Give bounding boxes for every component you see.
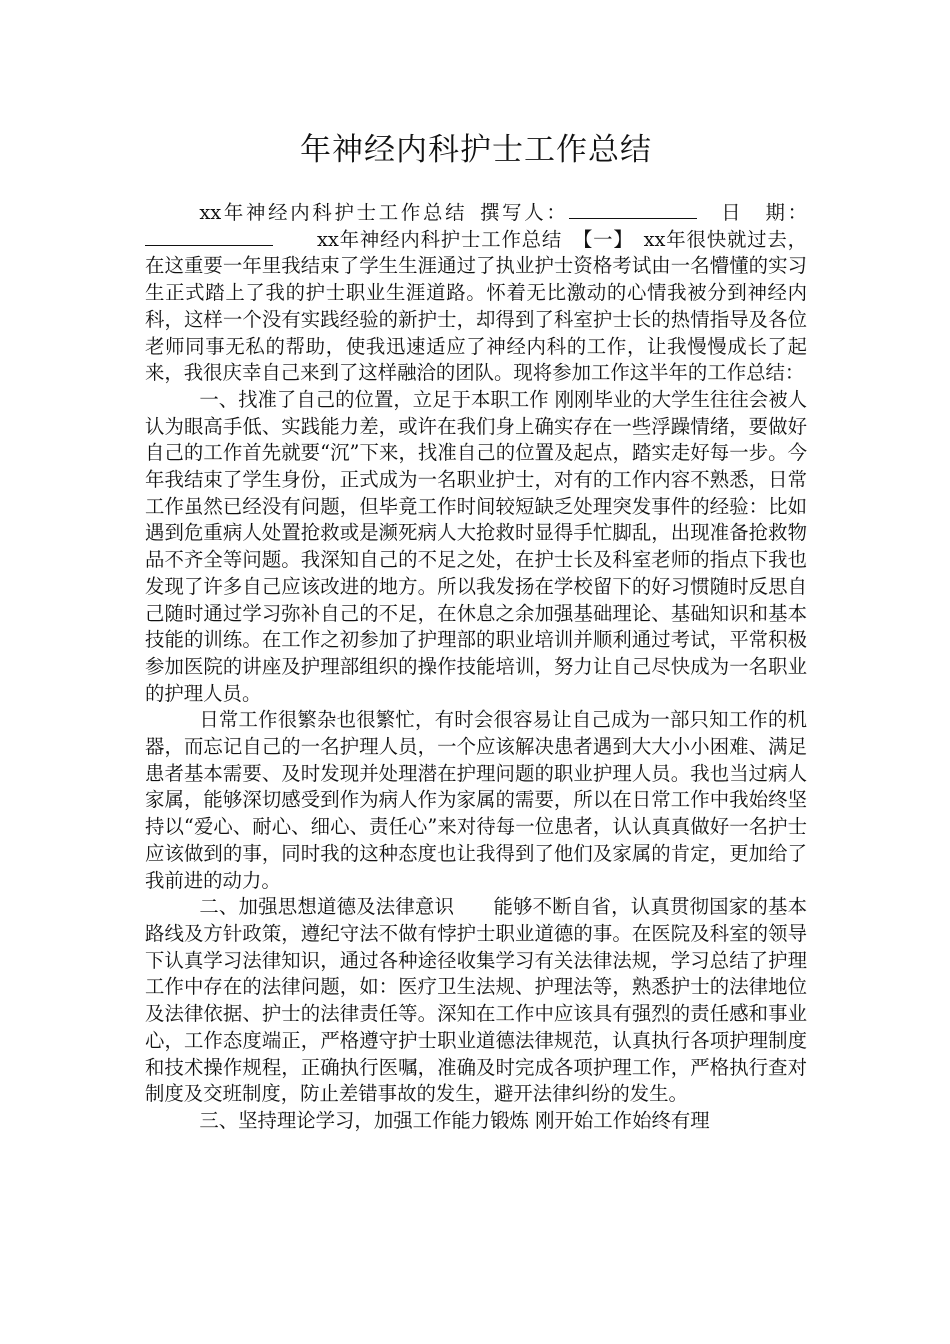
section-tag: 【一】 [572,227,634,251]
header-paragraph [145,200,807,387]
date-blank [145,227,273,246]
doc-name: xx年神经内科护士工作总结 [199,201,468,224]
author-label: 撰写人： [477,201,569,224]
paragraph-1: 一、找准了自己的位置，立足于本职工作 刚刚毕业的大学生往往会被人认为眼高手低、实践能力差，或许在我们身上确实存在一些浮躁情绪，要做好自己的工作首先就要“沉”下来，找准自己的位置及起点，踏实走好每一步。今年我结束了学生身份，正式成为一名职业护士，对有的工作内容不熟悉，日常工作虽然已经没有问题，但毕竟工作时间较短缺乏处理突发事件的经验：比如遇到危重病人处置抢救或是濒死病人大抢救时显得手忙脚乱，出现准备抢救物品不齐全等问题。我深知自己的不足之处，在护士长及科室老师的指点下我也发现了许多自己应该改进的地方。所以我发扬在学校留下的好习惯随时反思自己随时通过学习弥补自己的不足，在休息之余加强基础理论、基础知识和基本技能的训练。在工作之初参加了护理部的职业培训并顺利通过考试，平常积极参加医院的讲座及护理部组织的操作技能培训，努力让自己尽快成为一名职业的护理人员。 [145,387,807,705]
date-label: 日 期： [718,201,808,224]
document-page [145,130,807,1135]
paragraph-2: 日常工作很繁杂也很繁忙，有时会很容易让自己成为一部只知工作的机器，而忘记自己的一名护理人员，一个应该解决患者遇到大大小小困难、满足患者基本需要、及时发现并处理潜在护理问题的职业护理人员。我也当过病人家属，能够深切感受到作为病人作为家属的需要，所以在日常工作中我始终坚持以“爱心、耐心、细心、责任心”来对待每一位患者，认认真真做好一名护士应该做到的事，同时我的这种态度也让我得到了他们及家属的肯定，更加给了我前进的动力。 [145,708,807,892]
paragraph-3: 二、加强思想道德及法律意识 能够不断自省，认真贯彻国家的基本路线及方针政策，遵纪守法不做有悖护士职业道德的事。在医院及科室的领导下认真学习法律知识，通过各种途径收集学习有关法律法规，学习总结了护理工作中存在的法律问题，如：医疗卫生法规、护理法等，熟悉护士的法律地位及法律依据、护士的法律责任等。深知在工作中应该具有强烈的责任感和事业心，工作态度端正，严格遵守护士职业道德法律规范，认真执行各项护理制度和技术操作规程，正确执行医嘱，准确及时完成各项护理工作，严格执行查对制度及交班制度，防止差错事故的发生，避开法律纠纷的发生。 [145,895,807,1106]
section-intro: xx年神经内科护士工作总结 [317,227,563,251]
intro-text: xx年很快就过去，在这重要一年里我结束了学生生涯通过了执业护士资格考试由一名懵懂的实习生正式踏上了我的护士职业生涯道路。怀着无比激动的心情我被分到神经内科，这样一个没有实践经验的新护士，却得到了科室护士长的热情指导及各位老师同事无私的帮助，使我迅速适应了神经内科的工作，让我慢慢成长了起来，我很庆幸自己来到了这样融洽的团队。现将参加工作这半年的工作总结： [145,227,807,385]
author-blank [569,200,697,219]
document-body [145,200,807,1135]
document-title: 年神经内科护士工作总结 [300,132,652,168]
paragraph-4: 三、坚持理论学习，加强工作能力锻炼 刚开始工作始终有理 [199,1108,710,1132]
